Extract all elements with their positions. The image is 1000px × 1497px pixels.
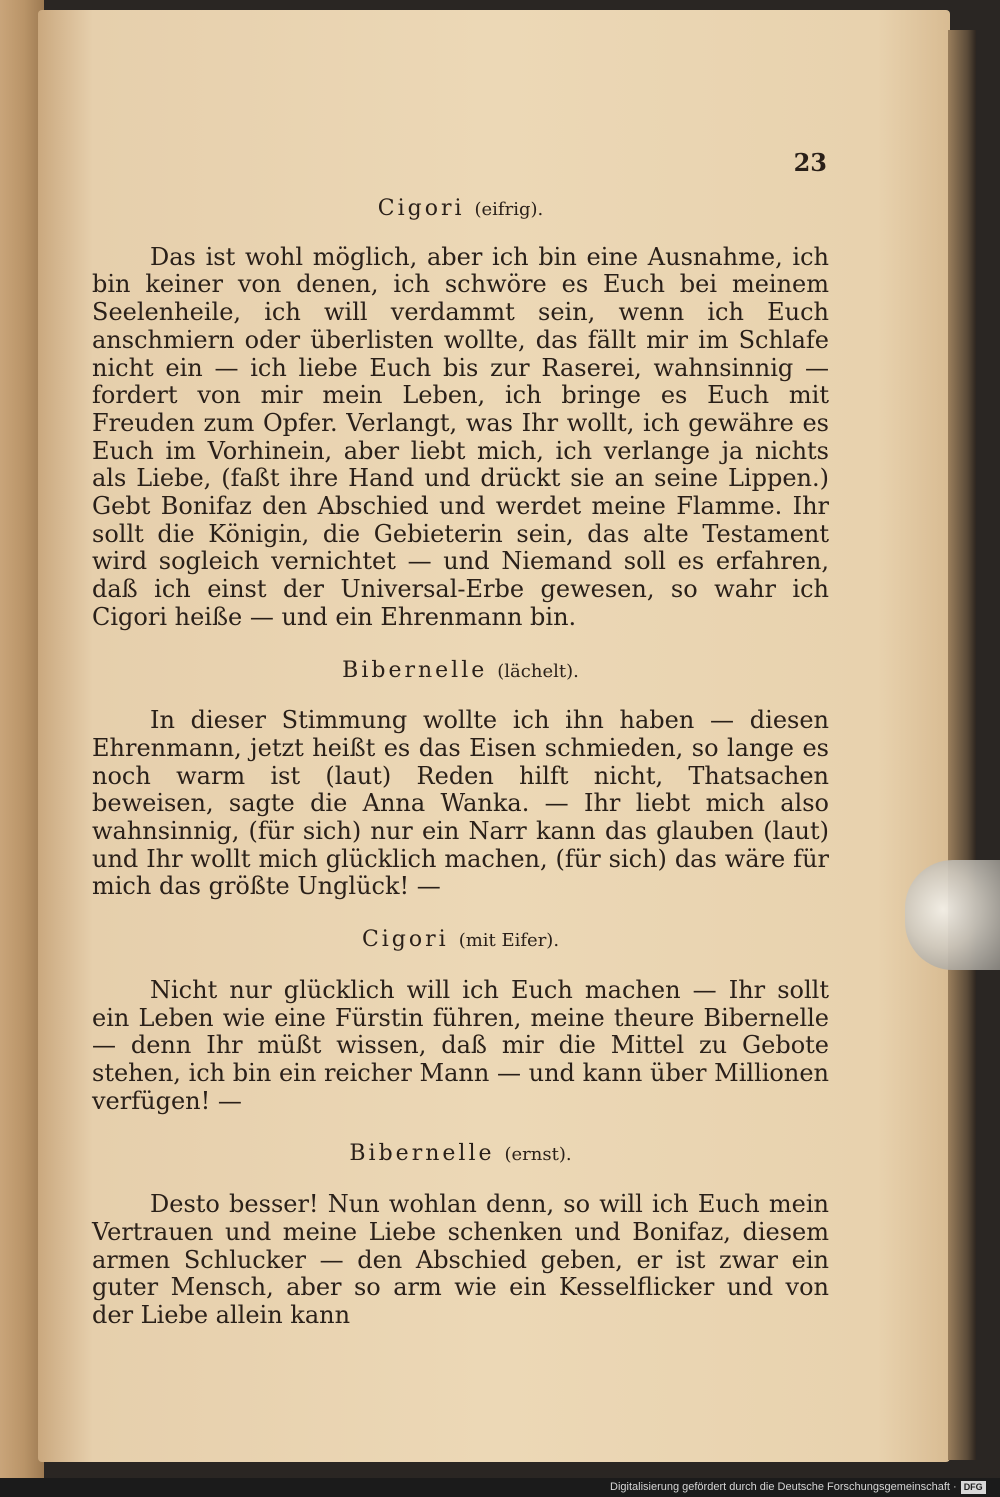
- dialogue-paragraph: Desto besser! Nun wohlan denn, so will ich Euch mein Vertrauen und meine Liebe schenken und Bonifaz, diesem armen Schlucker — den Abschied geben, er ist zwar ein guter Mensch, aber so arm wie ein Kesselflicker und von der Liebe allein kann: [92, 1190, 829, 1329]
- speaker-name: Bibernelle: [342, 657, 488, 683]
- page-number: 23: [793, 148, 827, 177]
- page-text: [92, 195, 829, 1330]
- footer-credit: [610, 1478, 986, 1497]
- stage-direction: (lächelt).: [497, 660, 579, 682]
- footer-text: Digitalisierung gefördert durch die Deutsche Forschungsgemeinschaft ·: [610, 1481, 957, 1493]
- speaker-heading: [92, 1140, 829, 1169]
- dialogue-paragraph: In dieser Stimmung wollte ich ihn haben — diesen Ehrenmann, jetzt heißt es das Eisen schmieden, so lange es noch warm ist (laut) Reden hilft nicht, Thatsachen beweisen, sagte die Anna Wanka. — Ihr liebt mich also wahnsinnig, (für sich) nur ein Narr kann das glauben (laut) und Ihr wollt mich glücklich machen, (für sich) das wäre für mich das größte Unglück! —: [92, 706, 829, 901]
- dfg-logo: DFG: [961, 1481, 986, 1494]
- page-clip-icon: [905, 860, 1000, 970]
- speaker-heading: [92, 926, 829, 955]
- speaker-name: Bibernelle: [349, 1141, 495, 1167]
- speaker-name: Cigori: [361, 927, 449, 953]
- speaker-heading: [92, 657, 829, 686]
- page-edge-shadow: [948, 30, 976, 1460]
- stage-direction: (eifrig).: [474, 199, 544, 220]
- stage-direction: (mit Eifer).: [458, 930, 560, 952]
- dialogue-paragraph: Nicht nur glücklich will ich Euch machen — Ihr sollt ein Leben wie eine Fürstin führen, meine theure Bibernelle — denn Ihr müßt wissen, daß mir die Mittel zu Gebote stehen, ich bin ein reicher Mann — und kann über Millionen verfügen! —: [92, 975, 829, 1115]
- stage-direction: (ernst).: [504, 1144, 572, 1166]
- speaker-name: Cigori: [377, 196, 465, 221]
- dialogue-paragraph: Das ist wohl möglich, aber ich bin eine Ausnahme, ich bin keiner von denen, ich schwöre es Euch bei meinem Seelenheile, ich will verdammt sein, wenn ich Euch anschmiern oder überlisten wollte, das fällt mir im Schlafe nicht ein — ich liebe Euch bis zur Raserei, wahnsinnig — fordert von mir mein Leben, ich bringe es Euch mit Freuden zum Opfer. Verlangt, was Ihr wollt, ich gewähre es Euch im Vorhinein, aber liebt mich, ich verlange ja nichts als Liebe, (faßt ihre Hand und drückt sie an seine Lippen.) Gebt Bonifaz den Abschied und werdet meine Flamme. Ihr sollt die Königin, die Gebieterin sein, das alte Testament wird sogleich vernichtet — und Niemand soll es erfahren, daß ich einst der Universal-Erbe gewesen, so wahr ich Cigori heiße — und ein Ehrenmann bin.: [92, 242, 829, 631]
- speaker-heading: [92, 195, 829, 224]
